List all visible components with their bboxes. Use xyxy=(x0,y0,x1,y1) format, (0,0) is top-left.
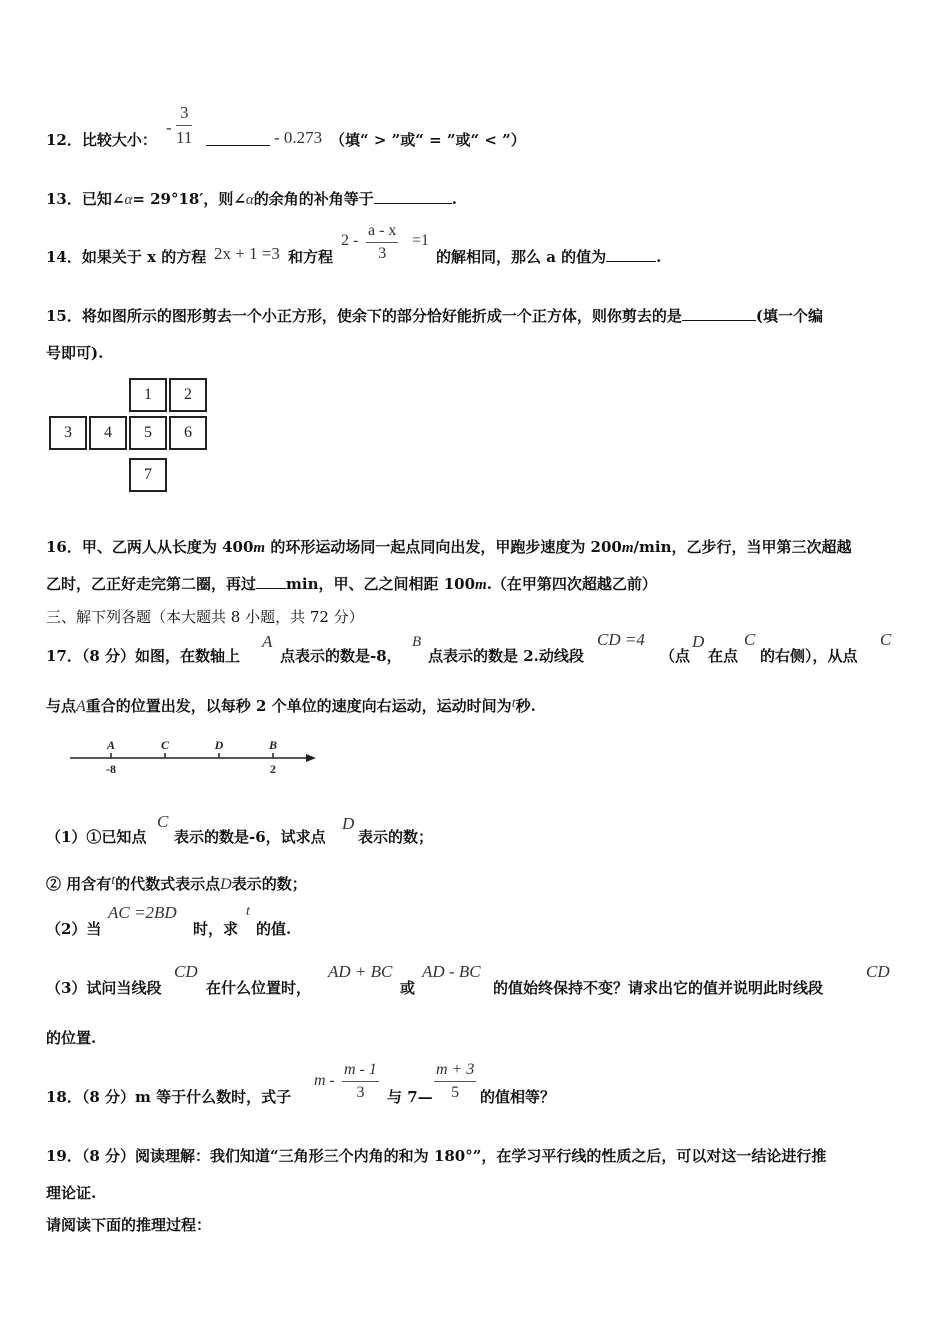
q15-answer-blank[interactable] xyxy=(682,306,756,321)
net-cell-6: 6 xyxy=(169,416,207,450)
q18-c: 的值相等？ xyxy=(480,1088,556,1106)
q17-line2-A: A xyxy=(76,698,86,715)
q17-line2-t: t xyxy=(511,696,516,711)
q17-p2-a: ② 用含有 xyxy=(46,875,112,893)
q18-pre: m - xyxy=(314,1072,335,1089)
axis-label-A: A xyxy=(106,738,116,752)
q17-p4-d: 的位置. xyxy=(46,1029,97,1047)
q14-eq2-den: 3 xyxy=(378,245,387,262)
q17-p4-a: （3）试问当线段 xyxy=(46,979,162,997)
q16-line2-c: .（在甲第四次超越乙前） xyxy=(486,575,657,593)
axis-label-D: D xyxy=(214,738,224,752)
q17-p1-b: 表示的数是-6，试求点 xyxy=(174,828,326,846)
q17-p2 xyxy=(46,873,307,894)
q17-p1-C: C xyxy=(157,812,169,831)
net-cell-5: 5 xyxy=(129,416,167,450)
q17-b: 点表示的数是-8， xyxy=(280,647,402,665)
q13-text-a: 13．已知∠ xyxy=(46,190,125,208)
q16-line1 xyxy=(46,536,852,557)
q17-p1-c: 表示的数； xyxy=(358,828,434,846)
q18-num1: m - 1 xyxy=(342,1061,379,1082)
q17-p4-c: 的值始终保持不变？请求出它的值并说明此时线段 xyxy=(493,979,824,997)
q12-frac-num: 3 xyxy=(176,103,192,126)
q13-alpha-2: α xyxy=(245,192,254,208)
q18-b: 与 7— xyxy=(387,1088,433,1106)
q14-eq2-pre: 2 - xyxy=(341,232,359,249)
q17-p1-a: （1）①已知点 xyxy=(46,828,147,846)
number-line-arrow xyxy=(306,754,316,762)
q17-p3-a: （2）当 xyxy=(46,920,102,938)
q12-frac-den: 11 xyxy=(176,128,193,147)
q17-point-C-2: C xyxy=(880,630,892,649)
q14-text-a: 14．如果关于 x 的方程 xyxy=(46,248,207,266)
q13-text-c: 的余角的补角等于 xyxy=(253,190,374,208)
axis-tick-2: 2 xyxy=(270,762,276,776)
axis-label-B: B xyxy=(268,738,278,752)
q12-hint: （填“ > ”或“ = ”或“ < ”） xyxy=(330,131,526,149)
net-cell-3: 3 xyxy=(49,416,87,450)
q17-p2-c: 表示的数； xyxy=(231,875,307,893)
q13-answer-blank[interactable] xyxy=(374,189,452,204)
q16-line1-c: /min，乙步行，当甲第三次超越 xyxy=(633,538,852,556)
net-cell-2: 2 xyxy=(169,378,207,412)
net-cell-7: 7 xyxy=(129,458,167,492)
q17-expr2: AD - BC xyxy=(422,962,481,981)
q13-alpha: α xyxy=(124,192,133,208)
q18-frac2 xyxy=(434,1061,476,1102)
q14-end: . xyxy=(656,248,662,266)
q16-line1-b: 的环形运动场同一起点同向出发，甲跑步速度为 200 xyxy=(265,538,622,556)
q14-eq2-fraction xyxy=(366,222,398,263)
q12-answer-blank[interactable] xyxy=(206,131,270,146)
q19-line1: 19．（8 分）阅读理解：我们知道“三角形三个内角的和为 180°”，在学习平行线的性质之后，可以对这一结论进行推 xyxy=(46,1147,827,1165)
q17-line2-a: 与点 xyxy=(46,697,77,715)
q17-cd4: CD =4 xyxy=(597,630,645,649)
q14-tail xyxy=(436,246,661,267)
q17-f: 的右侧），从点 xyxy=(760,647,858,665)
q17-line2 xyxy=(46,695,536,716)
q17-line2-b: 重合的位置出发，以每秒 2 个单位的速度向右运动，运动时间为 xyxy=(85,697,512,715)
q17-a: 17．（8 分）如图，在数轴上 xyxy=(46,647,241,665)
q17-point-C: C xyxy=(744,630,756,649)
q16-line2-b: min，甲、乙之间相距 100 xyxy=(286,575,476,593)
q13-end: . xyxy=(451,190,458,208)
q16-unit-m-2: m xyxy=(621,540,634,556)
q17-p3-eq: AC =2BD xyxy=(108,903,177,922)
q12-neg-sign: - xyxy=(166,118,172,137)
q12-label: 12．比较大小： xyxy=(46,131,157,149)
q16-answer-blank[interactable] xyxy=(256,574,286,589)
q16-line2 xyxy=(46,573,657,594)
q19-line2: 理论证. xyxy=(46,1184,97,1202)
q13-question xyxy=(46,188,457,209)
q17-c: 点表示的数是 2.动线段 xyxy=(428,647,584,665)
q17-p1-D: D xyxy=(342,814,355,833)
q15-line1-text: 15．将如图所示的图形剪去一个小正方形，使余下的部分恰好能折成一个正方体，则你剪去的是 xyxy=(46,307,682,325)
net-cell-1: 1 xyxy=(129,378,167,412)
q17-d: （点 xyxy=(660,647,691,665)
q17-p3-b: 时，求 xyxy=(193,920,239,938)
q16-unit-m-3: m xyxy=(475,577,487,593)
q18-a: 18．（8 分）m 等于什么数时，式子 xyxy=(46,1088,292,1106)
q17-p4-CD-2: CD xyxy=(866,962,890,981)
net-cell-4: 4 xyxy=(89,416,127,450)
q17-line2-c: 秒. xyxy=(515,697,536,715)
q14-text-c: 的解相同，那么 a 的值为 xyxy=(436,248,607,266)
q17-p3-c: 的值. xyxy=(256,920,292,938)
q18-num2: m + 3 xyxy=(434,1061,476,1082)
q18-den1: 3 xyxy=(356,1084,365,1101)
q14-eq2-post: =1 xyxy=(412,232,430,249)
q14-eq2-num: a - x xyxy=(366,222,398,243)
q12-rhs: - 0.273 xyxy=(274,128,323,147)
q18-den2: 5 xyxy=(451,1084,460,1101)
q17-p4-or: 或 xyxy=(400,979,416,997)
q18-frac1 xyxy=(342,1061,379,1102)
axis-tick-neg8: -8 xyxy=(106,762,116,776)
q17-expr1: AD + BC xyxy=(328,962,393,981)
q15-line2: 号即可). xyxy=(46,344,104,362)
q14-answer-blank[interactable] xyxy=(606,247,656,262)
q17-p3-t: t xyxy=(246,904,250,919)
q17-p2-D: D xyxy=(220,876,232,893)
q16-line1-a: 16．甲、乙两人从长度为 400 xyxy=(46,538,254,556)
q16-line2-a: 乙时，乙正好走完第二圈，再过 xyxy=(46,575,257,593)
q14-eq1: 2x + 1 =3 xyxy=(214,244,280,263)
q15-line1 xyxy=(46,305,823,326)
number-line-figure xyxy=(66,736,322,780)
q17-e: 在点 xyxy=(708,647,739,665)
q17-point-A: A xyxy=(262,632,273,651)
q12-fraction xyxy=(176,103,192,148)
q14-text-b: 和方程 xyxy=(288,248,334,266)
q15-line1-end: (填一个编 xyxy=(755,307,823,325)
axis-label-C: C xyxy=(160,738,170,752)
q17-p2-t: t xyxy=(111,873,116,888)
q17-p4-CD: CD xyxy=(174,962,198,981)
q13-text-b: = 29°18′，则∠ xyxy=(132,190,246,208)
section-3-heading: 三、解下列各题（本大题共 8 小题，共 72 分） xyxy=(46,608,364,626)
q16-unit-m: m xyxy=(253,540,266,556)
q17-p2-b: 的代数式表示点 xyxy=(115,875,221,893)
q17-p4-b: 在什么位置时， xyxy=(206,979,312,997)
q17-point-D: D xyxy=(692,632,705,651)
q17-point-B: B xyxy=(412,634,422,650)
q19-line3: 请阅读下面的推理过程： xyxy=(46,1216,212,1234)
